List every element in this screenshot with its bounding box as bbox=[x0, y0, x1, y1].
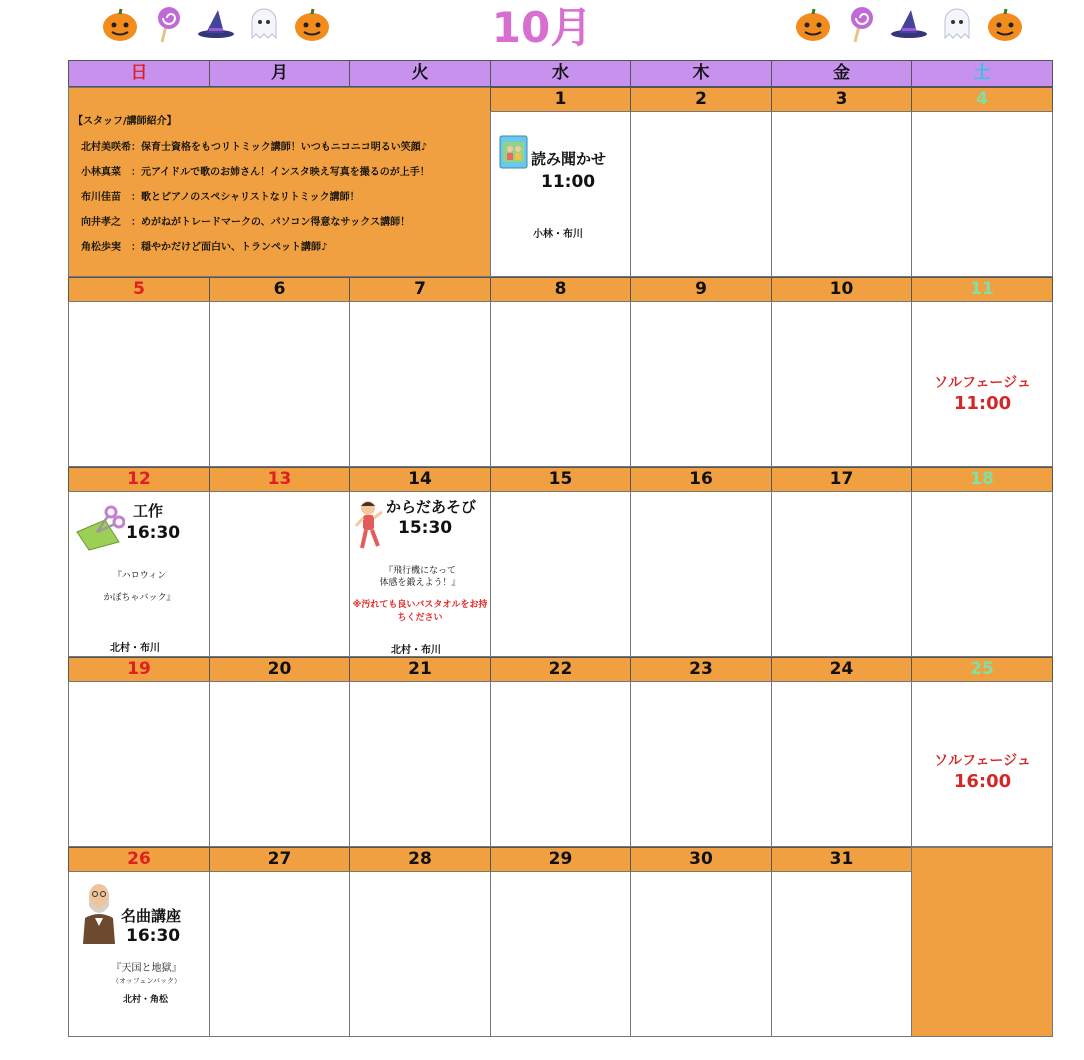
day-cell-2[interactable] bbox=[630, 111, 772, 277]
event-note: 体感を鍛えよう！』 bbox=[379, 578, 461, 588]
day-number: 13 bbox=[209, 467, 350, 492]
ghost-icon bbox=[244, 4, 284, 44]
day-number: 2 bbox=[630, 87, 772, 112]
day-cell-10[interactable] bbox=[771, 301, 912, 467]
day-cell-17[interactable] bbox=[771, 491, 912, 657]
day-number: 23 bbox=[630, 657, 772, 682]
day-number: 3 bbox=[771, 87, 912, 112]
staff-line: 角松歩実 ：穏やかだけど面白い、トランペット講師♪ bbox=[81, 242, 328, 253]
witch-hat-icon bbox=[196, 4, 236, 44]
month-title: 10月 bbox=[491, 3, 593, 52]
staff-line: 小林真菜 ：元アイドルで歌のお姉さん！インスタ映え写真を撮るのが上手！ bbox=[81, 167, 430, 178]
event-time: 11:00 bbox=[953, 393, 1012, 414]
day-number: 16 bbox=[630, 467, 772, 492]
event-time: 15:30 bbox=[398, 518, 453, 538]
staff-line: 布川佳苗 ：歌とピアノのスペシャリストなリトミック講師！ bbox=[81, 192, 360, 203]
decoration-row-left bbox=[100, 2, 332, 46]
event-staff: 北村・布川 bbox=[391, 645, 441, 656]
day-cell-4[interactable] bbox=[911, 111, 1053, 277]
weekday-fri: 金 bbox=[771, 60, 912, 87]
day-number: 31 bbox=[771, 847, 912, 872]
event-time: 16:00 bbox=[953, 771, 1012, 792]
staff-heading: 【スタッフ/講師紹介】 bbox=[73, 116, 177, 127]
day-number: 25 bbox=[911, 657, 1053, 682]
pumpkin-icon bbox=[100, 4, 140, 44]
day-cell-11[interactable] bbox=[911, 301, 1053, 467]
day-number: 4 bbox=[911, 87, 1053, 112]
event-title: 名曲講座 bbox=[121, 907, 182, 925]
day-number: 28 bbox=[349, 847, 491, 872]
day-number: 26 bbox=[68, 847, 210, 872]
weekday-thu: 木 bbox=[630, 60, 772, 87]
day-number: 22 bbox=[490, 657, 631, 682]
weekday-wed: 水 bbox=[490, 60, 631, 87]
day-cell-3[interactable] bbox=[771, 111, 912, 277]
weekday-mon: 月 bbox=[209, 60, 350, 87]
day-cell-14[interactable] bbox=[349, 491, 491, 657]
day-number: 15 bbox=[490, 467, 631, 492]
day-cell-13[interactable] bbox=[209, 491, 350, 657]
day-number: 19 bbox=[68, 657, 210, 682]
event-title: ソルフェージュ bbox=[934, 375, 1031, 391]
ghost-icon bbox=[937, 4, 977, 44]
staff-line: 向井孝之 ：めがねがトレードマークの、パソコン得意なサックス講師！ bbox=[81, 217, 411, 228]
event-time: 16:30 bbox=[126, 523, 181, 543]
weekday-sat: 土 bbox=[911, 60, 1053, 87]
day-number: 29 bbox=[490, 847, 631, 872]
day-number: 11 bbox=[911, 277, 1053, 302]
day-number: 24 bbox=[771, 657, 912, 682]
lollipop-icon bbox=[841, 4, 881, 44]
day-cell-26[interactable] bbox=[68, 871, 210, 1037]
pumpkin-icon bbox=[793, 4, 833, 44]
pumpkin-icon bbox=[292, 4, 332, 44]
day-number: 18 bbox=[911, 467, 1053, 492]
day-cell-24[interactable] bbox=[771, 681, 912, 847]
day-cell-22[interactable] bbox=[490, 681, 631, 847]
day-cell-27[interactable] bbox=[209, 871, 350, 1037]
event-note: 『天国と地獄』 bbox=[111, 963, 182, 974]
pumpkin-icon bbox=[985, 4, 1025, 44]
event-title: 読み聞かせ bbox=[531, 150, 607, 168]
day-cell-20[interactable] bbox=[209, 681, 350, 847]
day-cell-5[interactable] bbox=[68, 301, 210, 467]
day-number: 7 bbox=[349, 277, 491, 302]
event-note: 『ハロウィン bbox=[112, 571, 167, 581]
day-number: 6 bbox=[209, 277, 350, 302]
day-number: 9 bbox=[630, 277, 772, 302]
day-number: 14 bbox=[349, 467, 491, 492]
staff-intro-box bbox=[68, 87, 491, 277]
event-note: （オッフェンバック） bbox=[112, 977, 181, 985]
day-cell-18[interactable] bbox=[911, 491, 1053, 657]
event-title: ソルフェージュ bbox=[934, 753, 1031, 769]
event-title: 工作 bbox=[133, 502, 164, 520]
event-time: 16:30 bbox=[126, 926, 181, 946]
day-number: 5 bbox=[68, 277, 210, 302]
event-staff: 小林・布川 bbox=[533, 229, 583, 240]
day-cell-15[interactable] bbox=[490, 491, 631, 657]
day-cell-1[interactable] bbox=[490, 111, 631, 277]
day-cell-7[interactable] bbox=[349, 301, 491, 467]
day-number: 10 bbox=[771, 277, 912, 302]
day-cell-30[interactable] bbox=[630, 871, 772, 1037]
day-number: 1 bbox=[490, 87, 631, 112]
day-cell-25[interactable] bbox=[911, 681, 1053, 847]
weekday-tue: 火 bbox=[349, 60, 491, 87]
day-number: 20 bbox=[209, 657, 350, 682]
event-title: からだあそび bbox=[386, 498, 477, 516]
event-staff: 北村・角松 bbox=[123, 995, 169, 1005]
event-time: 11:00 bbox=[541, 172, 596, 192]
staff-line: 北村美咲希：保育士資格をもつリトミック講師！いつもニコニコ明るい笑顔♪ bbox=[81, 142, 428, 153]
event-note: かぼちゃバック』 bbox=[103, 593, 176, 603]
event-note: 『飛行機になって bbox=[383, 566, 456, 576]
day-number: 21 bbox=[349, 657, 491, 682]
day-number: 8 bbox=[490, 277, 631, 302]
day-cell-19[interactable] bbox=[68, 681, 210, 847]
day-cell-31[interactable] bbox=[771, 871, 912, 1037]
day-cell-9[interactable] bbox=[630, 301, 772, 467]
scissors-paper-icon bbox=[75, 504, 125, 552]
day-number: 17 bbox=[771, 467, 912, 492]
picture-book-icon bbox=[499, 134, 529, 170]
event-warning: ※汚れても良いバスタオルをお持ちください bbox=[352, 600, 488, 623]
day-cell-21[interactable] bbox=[349, 681, 491, 847]
day-number: 27 bbox=[209, 847, 350, 872]
day-cell-23[interactable] bbox=[630, 681, 772, 847]
day-number: 30 bbox=[630, 847, 772, 872]
witch-hat-icon bbox=[889, 4, 929, 44]
lollipop-icon bbox=[148, 4, 188, 44]
day-number: 12 bbox=[68, 467, 210, 492]
day-cell-28[interactable] bbox=[349, 871, 491, 1037]
calendar-grid bbox=[68, 60, 1053, 1038]
day-cell-6[interactable] bbox=[209, 301, 350, 467]
weekday-sun: 日 bbox=[68, 60, 210, 87]
child-exercise-icon bbox=[354, 498, 384, 552]
composer-portrait-icon bbox=[79, 880, 119, 944]
day-cell-8[interactable] bbox=[490, 301, 631, 467]
day-cell-29[interactable] bbox=[490, 871, 631, 1037]
day-cell-12[interactable] bbox=[68, 491, 210, 657]
empty-orange-cell bbox=[911, 847, 1053, 1037]
day-cell-16[interactable] bbox=[630, 491, 772, 657]
decoration-row-right bbox=[793, 2, 1025, 46]
event-staff: 北村・布川 bbox=[110, 643, 160, 654]
